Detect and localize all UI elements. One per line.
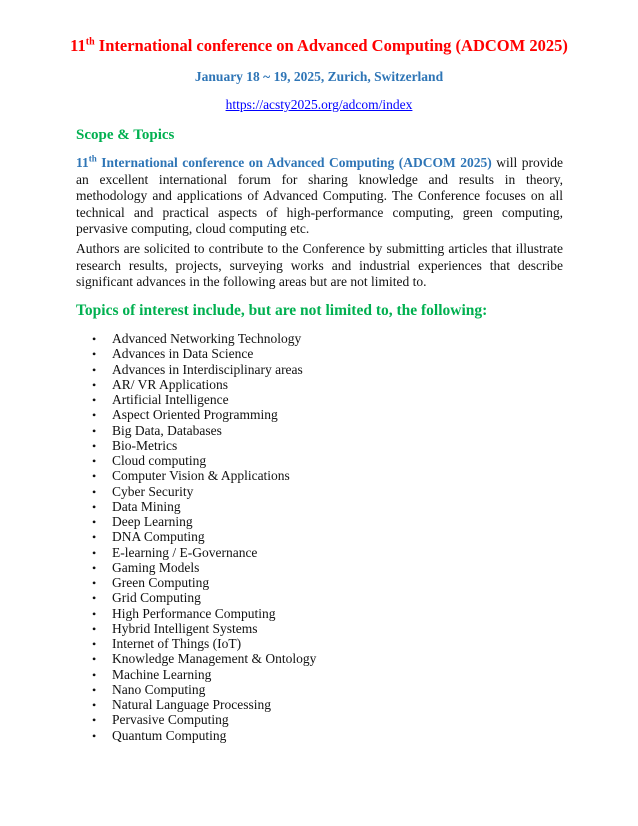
bullet-icon: • bbox=[92, 393, 97, 407]
topic-list-item bbox=[92, 575, 316, 590]
topic-label: Cyber Security bbox=[112, 483, 194, 499]
topic-label: Bio-Metrics bbox=[112, 437, 178, 453]
bullet-icon: • bbox=[92, 332, 97, 346]
scope-lead-ordinal-suffix: th bbox=[88, 153, 97, 164]
bullet-icon: • bbox=[92, 377, 97, 392]
topic-label: Grid Computing bbox=[112, 590, 201, 606]
scope-lead-conference-name bbox=[76, 155, 492, 170]
bullet-icon: • bbox=[92, 560, 97, 575]
topic-label: Nano Computing bbox=[112, 681, 206, 697]
topic-list-item bbox=[92, 545, 316, 560]
topic-list-item bbox=[92, 728, 316, 743]
topic-list-item bbox=[92, 560, 316, 575]
topic-label: Big Data, Databases bbox=[112, 422, 222, 438]
bullet-icon: • bbox=[92, 713, 97, 728]
scope-body-text: will provide an excellent international forum for sharing knowledge and results in theory, methodology and applications of Advanced Computing. The Conference focuses on all technical and practical aspects of high-performance computing, green computing, pervasive computing, cloud computing etc. bbox=[76, 155, 563, 236]
topic-label: Computer Vision & Applications bbox=[112, 468, 290, 484]
scope-lead-text: International conference on Advanced Computing (ADCOM 2025) bbox=[96, 155, 492, 170]
topic-list-item bbox=[92, 484, 316, 499]
bullet-icon: • bbox=[92, 728, 97, 743]
bullet-icon: • bbox=[92, 545, 97, 560]
topic-list-item bbox=[92, 468, 316, 483]
topic-list-item bbox=[92, 651, 316, 666]
title-ordinal-suffix: th bbox=[85, 36, 95, 48]
topic-label: DNA Computing bbox=[112, 529, 205, 545]
topic-label: Machine Learning bbox=[112, 666, 212, 682]
scope-heading: Scope & Topics bbox=[76, 127, 175, 143]
bullet-icon: • bbox=[92, 347, 97, 362]
topic-list-item bbox=[92, 407, 316, 422]
topics-heading: Topics of interest include, but are not limited to, the following: bbox=[76, 302, 488, 319]
topic-label: Hybrid Intelligent Systems bbox=[112, 620, 258, 636]
bullet-icon: • bbox=[92, 652, 97, 667]
topic-list-item bbox=[92, 712, 316, 727]
topic-label: Aspect Oriented Programming bbox=[112, 407, 278, 423]
bullet-icon: • bbox=[92, 606, 97, 621]
bullet-icon: • bbox=[92, 438, 97, 453]
topic-list-item bbox=[92, 606, 316, 621]
topic-list-item bbox=[92, 346, 316, 361]
bullet-icon: • bbox=[92, 637, 97, 651]
bullet-icon: • bbox=[92, 682, 97, 697]
topic-list-item bbox=[92, 636, 316, 651]
topic-list-item bbox=[92, 667, 316, 682]
topic-label: Gaming Models bbox=[112, 559, 200, 575]
title-number: 11 bbox=[70, 36, 86, 55]
bullet-icon: • bbox=[92, 576, 97, 590]
topic-label: Advances in Interdisciplinary areas bbox=[112, 361, 303, 377]
topic-label: Green Computing bbox=[112, 575, 210, 590]
bullet-icon: • bbox=[92, 423, 97, 438]
topic-list-item bbox=[92, 453, 316, 468]
topic-label: Quantum Computing bbox=[112, 727, 227, 743]
bullet-icon: • bbox=[92, 362, 97, 377]
topic-list-item bbox=[92, 499, 316, 514]
topic-list-item bbox=[92, 331, 316, 346]
topic-label: Artificial Intelligence bbox=[112, 392, 229, 407]
topic-label: Data Mining bbox=[112, 498, 181, 514]
topic-list-item bbox=[92, 514, 316, 529]
topic-label: Cloud computing bbox=[112, 453, 207, 468]
topic-list-item bbox=[92, 529, 316, 544]
topic-label: Internet of Things (IoT) bbox=[112, 636, 242, 651]
topic-list-item bbox=[92, 682, 316, 697]
bullet-icon: • bbox=[92, 499, 97, 514]
topic-label: Knowledge Management & Ontology bbox=[112, 651, 317, 667]
bullet-icon: • bbox=[92, 408, 97, 423]
topic-label: AR/ VR Applications bbox=[112, 376, 229, 392]
authors-paragraph: Authors are solicited to contribute to the Conference by submitting articles that illustrate research results, projects, surveying works and industrial experiences that describe significant advances in the following areas but are not limited to. bbox=[76, 241, 563, 289]
bullet-icon: • bbox=[92, 530, 97, 545]
topic-label: E-learning / E-Governance bbox=[112, 544, 258, 560]
bullet-icon: • bbox=[92, 667, 97, 682]
topic-list-item bbox=[92, 438, 316, 453]
conference-url-link[interactable]: https://acsty2025.org/adcom/index bbox=[225, 97, 413, 112]
bullet-icon: • bbox=[92, 698, 97, 712]
bullet-icon: • bbox=[92, 515, 97, 529]
topic-list-item bbox=[92, 621, 316, 636]
topic-list-item bbox=[92, 423, 316, 438]
topic-list-item bbox=[92, 392, 316, 407]
topic-label: Natural Language Processing bbox=[112, 697, 271, 712]
topic-list-item bbox=[92, 697, 316, 712]
conference-title bbox=[0, 36, 638, 56]
topic-list-item bbox=[92, 590, 316, 605]
bullet-icon: • bbox=[92, 484, 97, 499]
conference-url-line bbox=[0, 97, 638, 113]
topic-list-item bbox=[92, 362, 316, 377]
topics-list bbox=[92, 331, 316, 743]
conference-dates: January 18 ~ 19, 2025, Zurich, Switzerland bbox=[194, 69, 444, 84]
bullet-icon: • bbox=[92, 591, 97, 606]
topic-label: Pervasive Computing bbox=[112, 712, 229, 728]
topic-label: Deep Learning bbox=[112, 514, 193, 529]
topic-label: High Performance Computing bbox=[112, 605, 276, 621]
title-text: International conference on Advanced Computing (ADCOM 2025) bbox=[94, 36, 568, 55]
topic-label: Advanced Networking Technology bbox=[112, 331, 302, 346]
scope-lead-number: 11 bbox=[76, 155, 89, 170]
scope-paragraph bbox=[76, 155, 563, 238]
bullet-icon: • bbox=[92, 621, 97, 636]
bullet-icon: • bbox=[92, 454, 97, 468]
topic-label: Advances in Data Science bbox=[112, 346, 254, 362]
bullet-icon: • bbox=[92, 469, 97, 484]
topic-list-item bbox=[92, 377, 316, 392]
